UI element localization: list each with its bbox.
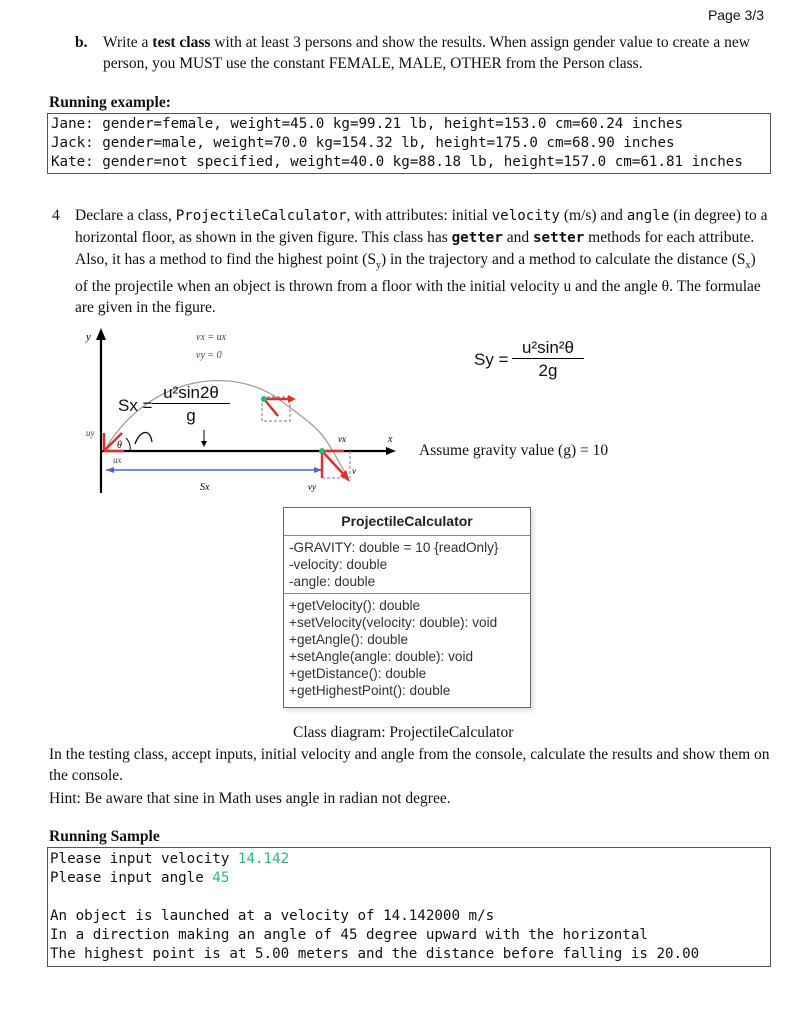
vx-equation: vx = ux (196, 332, 227, 343)
distance-arrow-left (106, 467, 114, 473)
part-b-text: Write a test class with at least 3 persons and show the results. When assign gender value to create a new person, you MUST use the constant FEMALE, MALE, OTHER from the Person class. (103, 34, 750, 72)
sx-bottom-label: Sx (200, 482, 210, 493)
question-number: 4 (52, 207, 60, 224)
hint-text: Hint: Be aware that sine in Math uses angle in radian not degree. (49, 790, 451, 807)
running-example-heading: Running example: (49, 94, 171, 111)
x-axis-label: x (388, 434, 393, 445)
console-line: The highest point is at 5.00 meters and the distance before falling is 20.00 (50, 946, 700, 962)
part-b-marker: b. (75, 34, 88, 51)
console-line: Jack: gender=male, weight=70.0 kg=154.32 lb, height=175.0 cm=68.90 inches (51, 135, 675, 151)
sx-denominator: g (186, 406, 196, 425)
running-example-console (47, 113, 771, 174)
theta-label: θ (117, 440, 122, 451)
page-label: Page 3/3 (707, 7, 764, 23)
sx-formula-label: Sx = (118, 396, 153, 415)
uml-method: +getVelocity(): double (289, 598, 421, 613)
landing-point (319, 448, 325, 454)
console-line: An object is launched at a velocity of 14.142000 m/s (50, 908, 495, 924)
uml-attribute: -velocity: double (289, 557, 388, 572)
uy-label: uy (86, 428, 95, 438)
running-sample-heading: Running Sample (49, 828, 160, 845)
uml-method: +setAngle(angle: double): void (289, 649, 474, 664)
uml-attribute: -angle: double (289, 574, 376, 589)
console-input-angle: 45 (212, 870, 230, 886)
uml-method: +getAngle(): double (289, 632, 409, 647)
y-axis-arrow (96, 328, 106, 340)
uml-method: +setVelocity(velocity: double): void (289, 615, 498, 630)
vy-equation: vy = 0 (196, 350, 222, 361)
sy-formula-label: Sy = (474, 350, 509, 369)
console-input-velocity: 14.142 (237, 851, 290, 867)
console-blank-line (50, 888, 770, 907)
uml-class-name: ProjectileCalculator (284, 508, 530, 536)
v-vector-label: v (352, 466, 356, 476)
uml-attribute: -GRAVITY: double = 10 {readOnly} (289, 540, 499, 555)
uml-method: +getDistance(): double (289, 666, 427, 681)
vx-label: vx (338, 434, 346, 444)
y-axis-label: y (86, 331, 91, 343)
ux-label: ux (113, 455, 122, 465)
curve-arrow (135, 432, 152, 444)
peak-diag (264, 399, 278, 416)
angle-arc (126, 438, 130, 450)
uml-caption: Class diagram: ProjectileCalculator (293, 724, 514, 741)
uml-method: +getHighestPoint(): double (289, 683, 451, 698)
peak-point (261, 396, 267, 402)
sy-numerator: u²sin²θ (512, 338, 584, 359)
x-axis-arrow (386, 447, 396, 455)
testing-instructions: In the testing class, accept inputs, initial velocity and angle from the console, calculate the results and show them on the console. (49, 746, 770, 784)
uml-class-box (283, 507, 531, 708)
console-line: Kate: gender=not specified, weight=40.0 kg=88.18 lb, height=157.0 cm=61.81 inches (51, 154, 743, 170)
uml-methods (284, 594, 530, 699)
sy-denominator: 2g (538, 361, 558, 380)
gravity-note: Assume gravity value (g) = 10 (419, 442, 609, 459)
gravity-arrow-head (201, 441, 207, 447)
console-line: Please input angle 45 (50, 870, 230, 886)
question-4-text: Declare a class, ProjectileCalculator, with attributes: initial velocity (m/s) and angle (in degree) to a horizontal floor, as shown in the given figure. This class has getter and setter methods for each attribute. Also, it has a method to find the highest point $(S_y)$ in the trajectory and a method to calculate the distance $(S_x)$ of the projectile when an object is thrown from a floor with the initial velocity u and the angle θ. The formulae are given in the figure. (75, 207, 768, 317)
console-line: Jane: gender=female, weight=45.0 kg=99.21 lb, height=153.0 cm=60.24 inches (51, 116, 684, 132)
vy-label: vy (308, 482, 316, 492)
console-line: Please input velocity 14.142 (50, 851, 290, 867)
running-sample-console (47, 847, 771, 967)
uml-attributes (284, 536, 530, 594)
console-line: In a direction making an angle of 45 degree upward with the horizontal (50, 927, 648, 943)
peak-vx-head (288, 395, 296, 403)
sx-numerator: u²sin2θ (152, 383, 230, 404)
